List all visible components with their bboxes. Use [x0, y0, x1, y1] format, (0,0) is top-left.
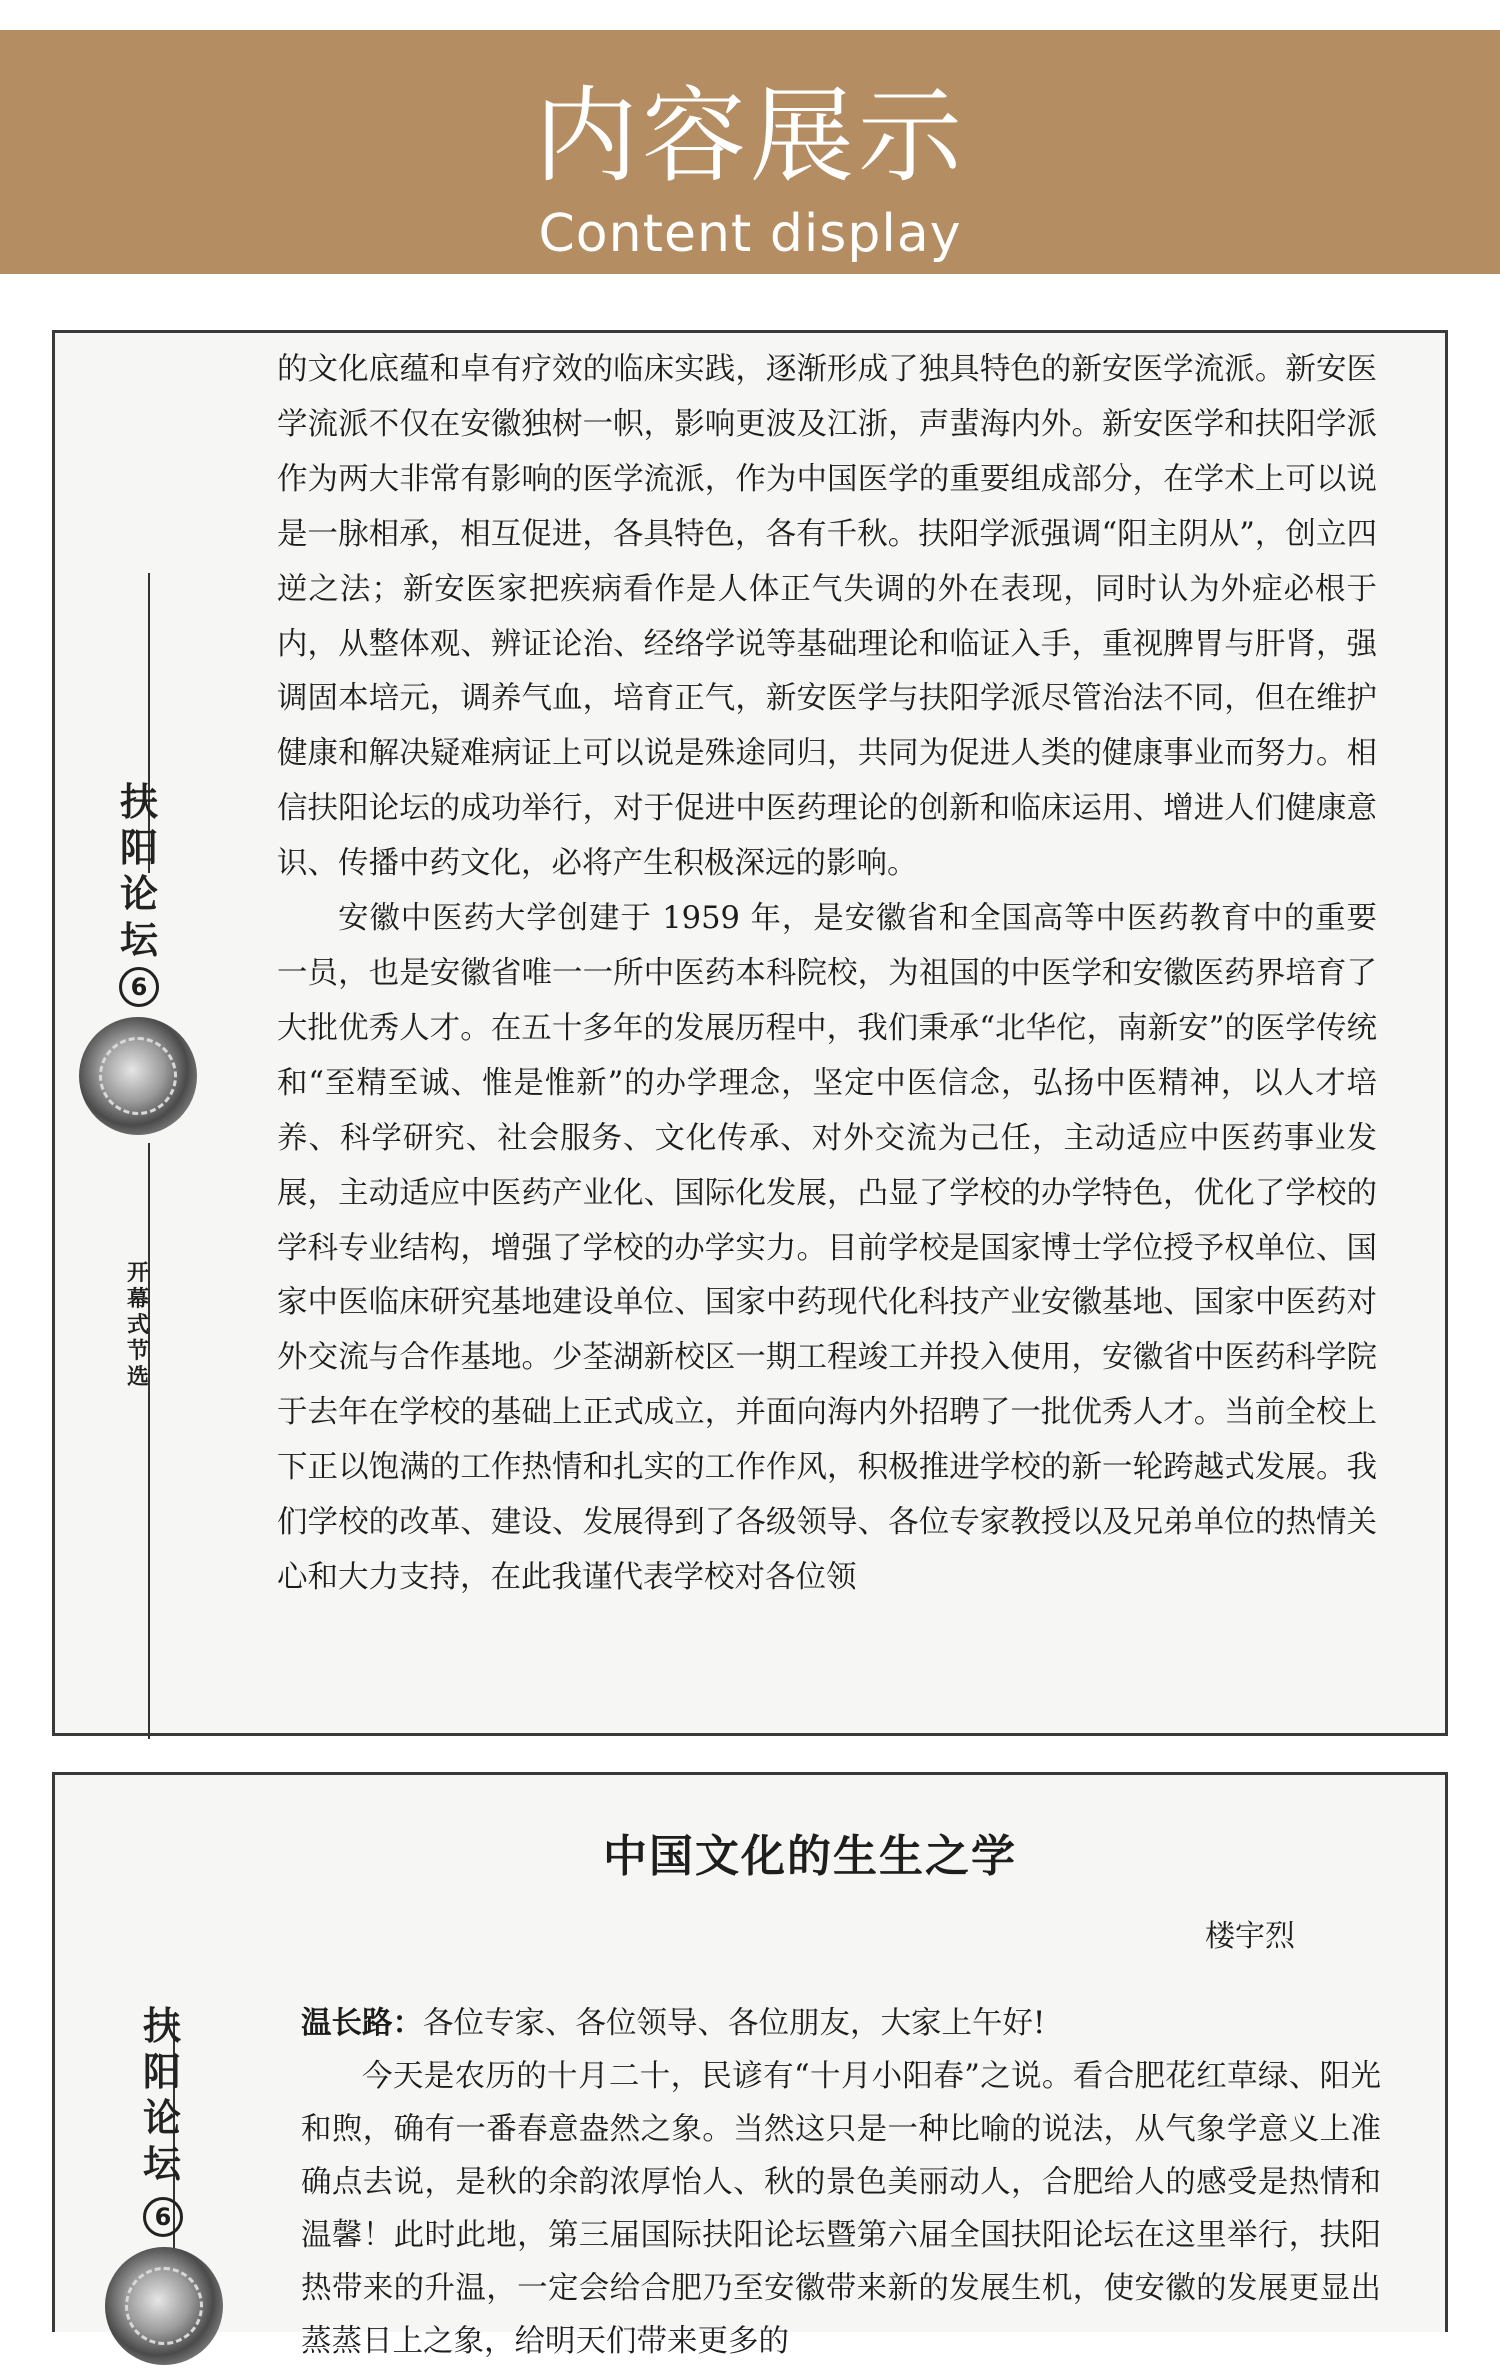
greeting-paragraph: [301, 1997, 1381, 2050]
paragraph: 安徽中医药大学创建于 1959 年，是安徽省和全国高等中医药教育中的重要一员，也是安徽省唯一一所中医药本科院校，为祖国的中医学和安徽医药界培育了大批优秀人才。在五十多年的发展历程中，我们秉承“北华佗，南新安”的医学传统和“至精至诚、惟是惟新”的办学理念，坚定中医信念，弘扬中医精神，以人才培养、科学研究、社会服务、文化传承、对外交流为己任，主动适应中医药事业发展，主动适应中医药产业化、国际化发展，凸显了学校的办学特色，优化了学校的学科专业结构，增强了学校的办学实力。目前学校是国家博士学位授予权单位、国家中医临床研究基地建设单位、国家中药现代化科技产业安徽基地、国家中医药对外交流与合作基地。少荃湖新校区一期工程竣工并投入使用，安徽省中医药科学院于去年在学校的基础上正式成立，并面向海内外招聘了一批优秀人才。当前全校上下正以饱满的工作热情和扎实的工作作风，积极推进学校的新一轮跨越式发展。我们学校的改革、建设、发展得到了各级领导、各位专家教授以及兄弟单位的热情关心和大力支持，在此我谨代表学校对各位领: [277, 901, 1377, 1595]
volume-badge: 6: [119, 967, 159, 1007]
paragraph: 今天是农历的十月二十，民谚有“十月小阳春”之说。看合肥花红草绿、阳光和煦，确有一番春意盎然之象。当然这只是一种比喻的说法，从气象学意义上准确点去说，是秋的余韵浓厚怡人、秋的景色美丽动人，合肥给人的感受是热情和温馨！此时此地，第三届国际扶阳论坛暨第六届全国扶阳论坛在这里举行，扶阳热带来的升温，一定会给合肥乃至安徽带来新的发展生机，使安徽的发展更显出蒸蒸日上之象，给明天们带来更多的: [301, 2059, 1381, 2359]
article-author: 楼宇烈: [1205, 1919, 1295, 1954]
banner-subtitle: Content display: [538, 204, 962, 264]
volume-badge: 6: [143, 2197, 183, 2237]
margin-book-title: 扶 阳 论 坛: [119, 779, 158, 962]
paragraph: 的文化底蕴和卓有疗效的临床实践，逐渐形成了独具特色的新安医学流派。新安医学流派不仅在安徽独树一帜，影响更波及江浙，声蜚海内外。新安医学和扶阳学派作为两大非常有影响的医学流派，作为中国医学的重要组成部分，在学术上可以说是一脉相承，相互促进，各具特色，各有千秋。扶阳学派强调“阳主阴从”，创立四逆之法；新安医家把疾病看作是人体正气失调的外在表现，同时认为外症必根于内，从整体观、辨证论治、经络学说等基础理论和临证入手，重视脾胃与肝肾，强调固本培元，调养气血，培育正气，新安医学与扶阳学派尽管治法不同，但在维护健康和解决疑难病证上可以说是殊途同归，共同为促进人类的健康事业而努力。相信扶阳论坛的成功举行，对于促进中医药理论的创新和临床运用、增进人们健康意识、传播中药文化，必将产生积极深远的影响。: [277, 352, 1377, 882]
dragon-icon: [99, 1037, 177, 1115]
article-title: 中国文化的生生之学: [603, 1831, 1017, 1882]
dragon-emblem: [79, 1017, 197, 1135]
margin-book-title: 扶 阳 论 坛: [142, 2003, 181, 2186]
greeting-text: 各位专家、各位领导、各位朋友，大家上午好!: [423, 2006, 1046, 2041]
dragon-emblem: [105, 2247, 223, 2365]
section-label: 开 幕 式 节 选: [126, 1261, 149, 1390]
header-banner: [0, 30, 1500, 274]
article-body-text: [301, 1997, 1381, 2368]
margin-rule-lower: [148, 1143, 150, 1739]
page-body-text: [277, 343, 1377, 1606]
dragon-icon: [125, 2267, 203, 2345]
speaker-name: 温长路：: [301, 2005, 423, 2041]
book-page-2: [52, 1772, 1448, 2359]
banner-title: 内容展示: [533, 75, 966, 197]
book-page-1: [52, 330, 1448, 1736]
